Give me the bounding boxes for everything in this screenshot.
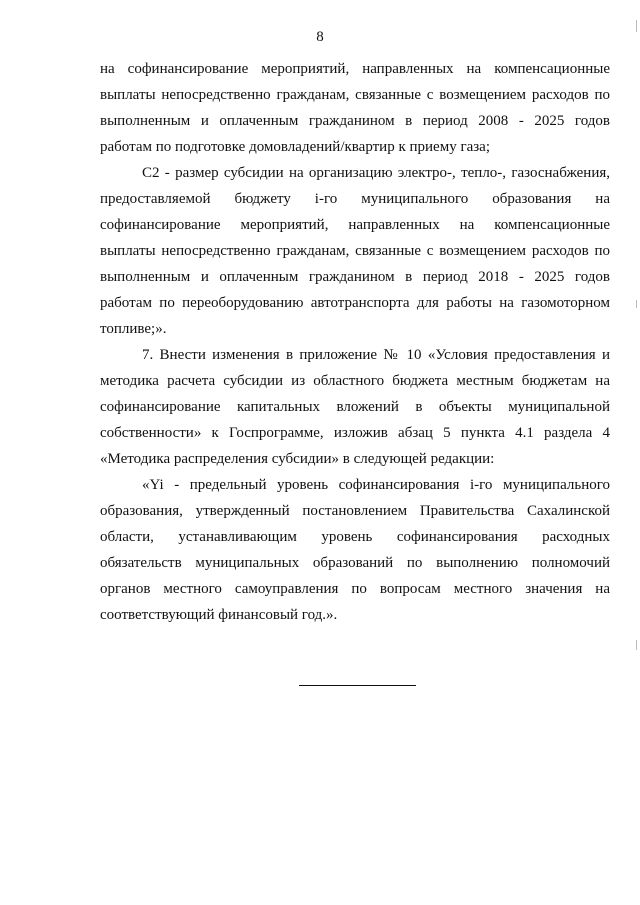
text-line: собственности» к Госпрограмме, изложив абзац 5 пункта 4.1 раздела 4: [100, 425, 610, 441]
text-line: на софинансирование мероприятий, направленных на компенсационные: [100, 61, 610, 77]
text-line: «Методика распределения субсидии» в следующей редакции:: [100, 451, 495, 467]
text-line: методика расчета субсидии из областного бюджета местным бюджетам на: [100, 373, 610, 389]
text-line: работам по подготовке домовладений/квартир к приему газа;: [100, 139, 490, 155]
text-line: обязательств муниципальных образований по выполнению полномочий: [100, 555, 610, 571]
paragraph-cofinancing-gas-connection: [100, 56, 610, 160]
text-line: соответствующий финансовый год.».: [100, 607, 338, 623]
page-number: 8: [316, 29, 324, 45]
text-line: выполненным и оплаченным гражданином в период 2008 - 2025 годов: [100, 113, 610, 129]
paragraph-c2-definition: [100, 160, 610, 342]
text-line: предоставляемой бюджету i-го муниципального образования на: [100, 191, 610, 207]
text-line: органов местного самоуправления по вопросам местного значения на: [100, 581, 610, 597]
text-line: С2 - размер субсидии на организацию электро-, тепло-, газоснабжения,: [142, 165, 610, 181]
text-line: области, устанавливающим уровень софинансирования расходных: [100, 529, 610, 545]
scan-edge-mark: [636, 640, 637, 650]
text-line: выполненным и оплаченным гражданином в период 2018 - 2025 годов: [100, 269, 610, 285]
document-body: [100, 56, 610, 628]
text-line: образования, утвержденный постановлением Правительства Сахалинской: [100, 503, 610, 519]
end-separator-line: [299, 685, 416, 686]
text-line: топливе;».: [100, 321, 167, 337]
scan-edge-mark: [636, 20, 637, 32]
scan-edge-mark: [636, 300, 637, 308]
text-line: софинансирование мероприятий, направленных на компенсационные: [100, 217, 610, 233]
text-line: выплаты непосредственно гражданам, связанные с возмещением расходов по: [100, 243, 610, 259]
text-line: выплаты непосредственно гражданам, связанные с возмещением расходов по: [100, 87, 610, 103]
paragraph-yi-definition: [100, 472, 610, 628]
paragraph-item-7-amendment: [100, 342, 610, 472]
text-line: «Yi - предельный уровень софинансирования i-го муниципального: [142, 477, 610, 493]
text-line: 7. Внести изменения в приложение № 10 «Условия предоставления и: [142, 347, 610, 363]
text-line: работам по переоборудованию автотранспорта для работы на газомоторном: [100, 295, 610, 311]
text-line: софинансирование капитальных вложений в объекты муниципальной: [100, 399, 610, 415]
